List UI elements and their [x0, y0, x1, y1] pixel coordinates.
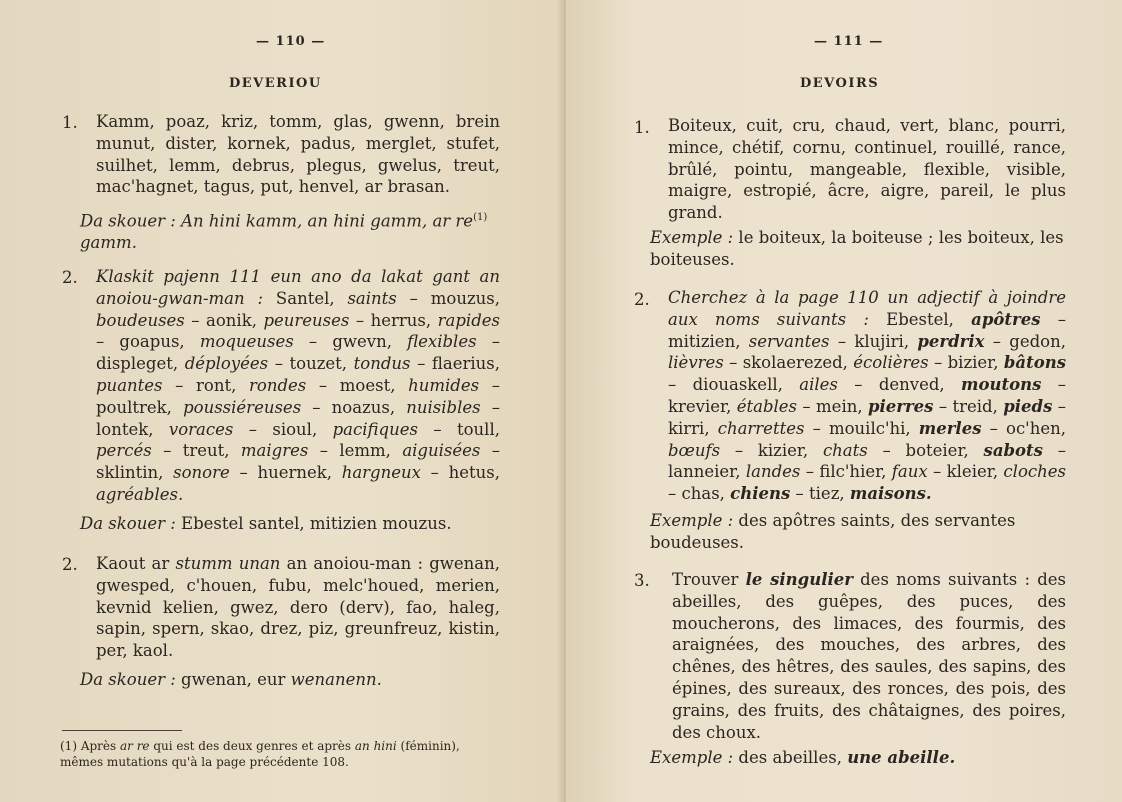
- text-segment: maigres: [240, 441, 309, 461]
- text-segment: cloches: [1003, 462, 1066, 482]
- text-segment: – poultrek,: [96, 375, 500, 417]
- page-title-left: DEVERIOU: [229, 76, 322, 91]
- text-segment: – lontek,: [96, 397, 501, 439]
- footnote: [60, 738, 500, 770]
- text-segment: – filc'hier,: [800, 462, 892, 482]
- text-segment: des noms suivants : des abeilles, des guêpes, des puces, des moucherons, des limaces, des fourmis, des araignées, des mouches, des arbres, des chênes, des hêtres, des saules, des sapins, des épines, des sureaux, des ronces, des pois, des grains, des fruits, des châtaignes, des poires, des choux.: [672, 570, 1066, 742]
- text-segment: – gedon,: [984, 331, 1066, 351]
- text-segment: – noazus,: [301, 397, 407, 417]
- text-segment: an anoiou-man : gwenan, gwesped, c'houen, fubu, melc'houed, merien, kevnid kelien, gwez, dero (derv), fao, haleg, sapin, spern, skao, drez, piz, greunfreuz, kistin, per, kaol.: [96, 554, 501, 661]
- exercise-text: Boiteux, cuit, cru, chaud, vert, blanc, pourri, mince, chétif, cornu, continuel, rouillé, rance, brûlé, pointu, mangeable, flexible, visible, maigre, estropié, âcre, aigre, pareil, le plus grand.: [668, 116, 1066, 223]
- right-page: [566, 0, 1122, 802]
- page-title-right: DEVOIRS: [800, 76, 880, 91]
- text-segment: – treut,: [151, 441, 241, 461]
- text-segment: saints: [347, 288, 397, 308]
- example-end: gamm.: [80, 233, 137, 253]
- text-segment: pieds: [1003, 396, 1053, 416]
- text-segment: – chas,: [668, 484, 731, 504]
- exercise-text: [96, 266, 500, 506]
- text-segment: étables: [736, 396, 798, 416]
- text-segment: agréables.: [96, 484, 184, 504]
- text-segment: aiguisées: [402, 441, 481, 461]
- example-label: Da skouer :: [80, 670, 176, 689]
- text-segment: chiens: [730, 484, 791, 504]
- text-segment: – touzet,: [268, 354, 354, 374]
- text-segment: Kaout ar: [96, 554, 176, 573]
- exercise-text: [672, 569, 1066, 743]
- text-segment: – boteier,: [867, 440, 984, 460]
- example-line: [80, 669, 500, 691]
- text-segment: Santel,: [275, 288, 348, 308]
- footnote-italic: an hini: [354, 739, 397, 753]
- text-segment: humides: [408, 375, 480, 395]
- footnote-marker: (1): [473, 212, 488, 223]
- example-text: An hini kamm, an hini gamm, ar re: [181, 211, 474, 231]
- text-segment: – goapus,: [96, 332, 200, 352]
- text-segment: – mouzus,: [396, 288, 500, 308]
- example-end: wenanenn.: [290, 670, 382, 689]
- example-label: Da skouer :: [80, 211, 176, 231]
- text-segment: flexibles: [407, 332, 477, 352]
- text-segment: – tiez,: [790, 484, 850, 504]
- text-segment: – oc'hen,: [981, 418, 1066, 438]
- text-segment: – bizier,: [928, 353, 1004, 373]
- text-segment: – moest,: [306, 375, 409, 395]
- text-segment: puantes: [96, 375, 163, 395]
- text-segment: percés: [96, 441, 152, 461]
- text-segment: – huernek,: [229, 463, 342, 483]
- example-text: le boiteux, la boiteuse ; les boiteux, les boiteuses.: [650, 228, 1064, 269]
- exercise-number: 1.: [62, 113, 78, 132]
- page-number-right: — 111 —: [814, 34, 884, 49]
- exercise-number: 1.: [634, 118, 650, 137]
- text-segment: stumm unan: [175, 554, 281, 573]
- example-line: [80, 207, 500, 254]
- text-segment: – herrus,: [349, 310, 438, 330]
- exercise-number: 2.: [62, 268, 78, 287]
- text-segment: voraces: [168, 419, 234, 439]
- text-segment: – lemm,: [308, 441, 403, 461]
- example-label: Exemple :: [650, 511, 734, 530]
- example-end: une abeille.: [847, 748, 956, 767]
- example-label: Exemple :: [650, 228, 734, 247]
- example-text: gwenan, eur: [181, 670, 286, 689]
- exercise-text: [668, 287, 1066, 505]
- text-segment: Klaskit pajenn 111 eun ano da lakat gant an anoiou-gwan-man :: [96, 267, 500, 308]
- example-line: [80, 513, 500, 535]
- text-segment: merles: [918, 418, 982, 438]
- text-segment: pacifiques: [332, 419, 418, 439]
- text-segment: moqueuses: [199, 332, 294, 352]
- footnote-text: (1) Après: [60, 739, 120, 753]
- text-segment: Cherchez à la page 110 un adjectif à joindre aux noms suivants :: [668, 288, 1066, 329]
- text-segment: charrettes: [717, 418, 805, 438]
- text-segment: – mein,: [797, 396, 868, 416]
- example-label: Exemple :: [650, 748, 734, 767]
- text-segment: bœufs: [668, 440, 721, 460]
- text-segment: – toull,: [417, 419, 500, 439]
- text-segment: – aonik,: [184, 310, 264, 330]
- text-segment: – hetus,: [420, 463, 500, 483]
- exercise-text: [96, 553, 500, 662]
- text-segment: lièvres: [668, 353, 724, 373]
- text-segment: Ebestel,: [886, 309, 972, 329]
- text-segment: – kizier,: [720, 440, 823, 460]
- footnote-text: qui est des deux genres et après: [149, 739, 355, 753]
- text-segment: faux: [891, 462, 928, 482]
- exercise-number: 3.: [634, 571, 650, 590]
- text-segment: peureuses: [263, 310, 350, 330]
- text-segment: – treid,: [933, 396, 1004, 416]
- text-segment: écolières: [853, 353, 929, 373]
- footnote-text: (féminin), mêmes mutations qu'à la page précédente 108.: [60, 739, 460, 769]
- text-segment: – flaerius,: [410, 354, 501, 374]
- text-segment: tondus: [353, 354, 411, 374]
- text-segment: – denved,: [837, 375, 962, 395]
- text-segment: rondes: [249, 375, 307, 395]
- text-segment: déployées: [184, 354, 269, 374]
- text-segment: Trouver: [672, 570, 746, 589]
- example-line: [650, 747, 1070, 769]
- text-segment: – kirri,: [668, 396, 1067, 438]
- text-segment: maisons.: [849, 484, 932, 504]
- example-text: des apôtres saints, des servantes boudeuses.: [650, 511, 1016, 552]
- text-segment: – sklintin,: [96, 441, 500, 483]
- page-number-left: — 110 —: [256, 34, 326, 49]
- text-segment: – sioul,: [233, 419, 333, 439]
- text-segment: bâtons: [1003, 353, 1066, 373]
- text-segment: – ront,: [162, 375, 250, 395]
- text-segment: – gwevn,: [293, 332, 408, 352]
- text-segment: – klujiri,: [829, 331, 918, 351]
- text-segment: rapides: [437, 310, 500, 330]
- exercise-text: Kamm, poaz, kriz, tomm, glas, gwenn, brein munut, dister, kornek, padus, merglet, stufet, suilhet, lemm, debrus, plegus, gwelus, treut, mac'hagnet, tagus, put, henvel, ar brasan.: [96, 112, 500, 197]
- text-segment: – diouaskell,: [668, 375, 800, 395]
- example-text: des abeilles,: [738, 748, 842, 767]
- example-line: [650, 227, 1070, 271]
- text-segment: – displeget,: [96, 332, 501, 374]
- text-segment: boudeuses: [96, 310, 185, 330]
- exercise-number: 2.: [634, 290, 650, 309]
- text-segment: perdrix: [917, 331, 985, 351]
- text-segment: servantes: [748, 331, 830, 351]
- example-text: Ebestel santel, mitizien mouzus.: [181, 514, 452, 533]
- text-segment: poussiéreuses: [183, 397, 302, 417]
- text-segment: – mouilc'hi,: [804, 418, 919, 438]
- text-segment: chats: [822, 440, 868, 460]
- example-label: Da skouer :: [80, 514, 176, 533]
- text-segment: landes: [745, 462, 801, 482]
- text-segment: hargneux: [341, 463, 421, 483]
- text-segment: – skolaerezed,: [723, 353, 854, 373]
- text-segment: ailes: [799, 375, 838, 395]
- text-segment: moutons: [961, 375, 1042, 395]
- example-line: [650, 510, 1070, 554]
- text-segment: sonore: [173, 463, 230, 483]
- text-segment: pierres: [867, 396, 934, 416]
- text-segment: – krevier,: [668, 375, 1066, 416]
- text-segment: nuisibles: [406, 397, 481, 417]
- text-segment: le singulier: [745, 570, 853, 589]
- text-segment: apôtres: [971, 309, 1041, 329]
- text-segment: – mitizien,: [668, 309, 1066, 351]
- text-segment: sabots: [983, 440, 1043, 460]
- footnote-rule: [62, 730, 182, 731]
- footnote-italic: ar re: [119, 739, 150, 753]
- text-segment: – lanneier,: [668, 440, 1066, 482]
- text-segment: – kleier,: [927, 462, 1004, 482]
- exercise-number: 2.: [62, 555, 78, 574]
